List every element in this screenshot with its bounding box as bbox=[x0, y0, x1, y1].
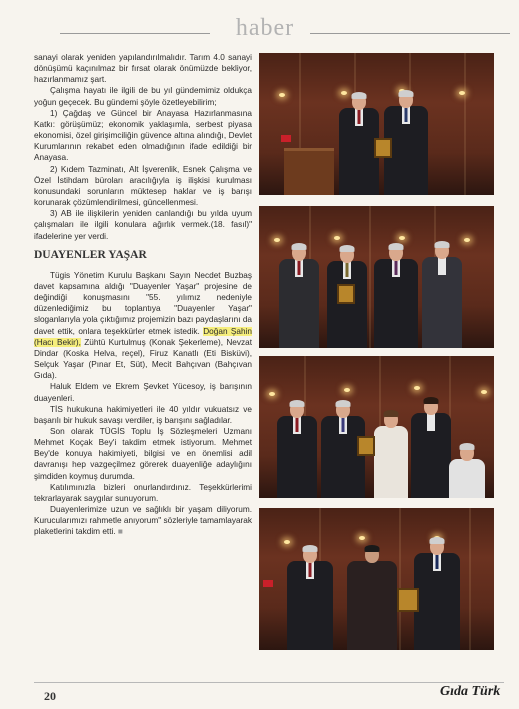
end-mark: ■ bbox=[117, 527, 123, 537]
footer-rule bbox=[34, 682, 504, 683]
photo-plaque-presentation-1 bbox=[259, 53, 494, 195]
paragraph: Son olarak TÜGİS Toplu İş Sözleşmeleri Uzmanı Mehmet Koçak Bey'i takdim etmek istiyorum. Mehmet Bey'de konuya hakimiyeti, bilgisi ve en önemlisi adil davranışı hep vazgeçilmez görerek duayenliğe adaylığını şimdiden koymuş durumda. bbox=[34, 427, 252, 481]
flag bbox=[281, 135, 291, 142]
photo-group-award-with-woman bbox=[259, 356, 494, 498]
paragraph-text: Duayenlerimize uzun ve sağlıklı bir yaşam diliyorum. Kurucularımızı rahmetle anıyorum" sözleriyle tamamlayarak plaketlerini takdim etti. bbox=[34, 505, 252, 537]
paragraph: sanayi olarak yeniden yapılandırılmalıdır. Tarım 4.0 sanayi dönüşümü kaçınılmaz bir fırsat olarak önümüzde bekliyor, hazırlanmamız şart. bbox=[34, 53, 252, 85]
photo-group-four-men bbox=[259, 206, 494, 348]
paragraph: Haluk Eldem ve Ekrem Şevket Yücesoy, iş barışının duayenleri. bbox=[34, 382, 252, 403]
podium bbox=[284, 148, 334, 195]
subheading: DUAYENLER YAŞAR bbox=[34, 248, 147, 261]
article-text-column bbox=[34, 52, 252, 538]
paragraph: Katılımınızla bizleri onurlandırdınız. Teşekkürlerimi tekrarlayarak saygılar sunuyorum. bbox=[34, 482, 252, 503]
paragraph: 1) Çağdaş ve Güncel bir Anayasa Hazırlanmasına Katkı: görüşümüz; ekonomik yaklaşımla, serbest piyasa ekonomisi, özel girişimciliğin güvence altına alındığı, Devlet Kurumlarının rekabet eden olmadığının ifade edildiği bir Anayasa. bbox=[34, 108, 252, 163]
paragraph-text: Zühtü Kurtulmuş (Konak Şekerleme), Nevzat Dindar (Koska Helva, reçel), Firuz Kanatlı (Eti Bisküvi), Selçuk Yaşar (Pınar Et, Süt), Mecit Bahçıvan (Bahçıvan Gıda). bbox=[34, 337, 253, 381]
page-number: 20 bbox=[44, 689, 56, 703]
paragraph: 2) Kıdem Tazminatı, Alt İşverenlik, Esnek Çalışma ve Özel İstihdam büroları aracılığıyla iş ilişkisi kurulması konusundaki sorunların müktesep haklar ve iş barışı korunarak çözümlendirilmesi, güncellenmesi. bbox=[34, 164, 252, 208]
paragraph-text: Tügis Yönetim Kurulu Başkanı Sayın Necdet Buzbaş davet kapsamına aldığı "Duayenler Yaşar" projesine de değindiği konuşmasını "55. yılımız nedeniyle düzenlediğimiz bu toplantıya "Duayenler Yaşar" sloganlarıyla yola çıktığımız projemizin bazı paydaşlarını da davet ettik, onlara teşekkürler etmek istedik. bbox=[34, 270, 252, 336]
plaque bbox=[374, 138, 392, 158]
section-title: haber bbox=[235, 15, 295, 41]
paragraph: TİS hukukuna hakimiyetleri ile 40 yıldır vukuatsız ve başarılı bir hukuk savaşı verdiler, iş barışını sağladılar. bbox=[34, 404, 252, 425]
header-rule-right bbox=[310, 33, 510, 34]
paragraph: 3) AB ile ilişkilerin yeniden canlandığı bu yılda uyum çalışmaları ile ilgili konulara ağırlık vermek.(18. fasıl)" ifadelerine yer verdi. bbox=[34, 209, 252, 241]
plaque bbox=[397, 588, 419, 612]
header-rule-left bbox=[60, 33, 210, 34]
plaque bbox=[337, 284, 355, 304]
paragraph: Çalışma hayatı ile ilgili de bu yıl gündemimiz oldukça yoğun geçecek. Bu gündemi şöyle özetleyebilirim; bbox=[34, 86, 252, 107]
photo-plaque-presentation-2 bbox=[259, 508, 494, 650]
highlighted-name: Doğan Şahin (Hacı Bekir), bbox=[34, 326, 252, 347]
magazine-name: Gıda Türk bbox=[440, 684, 501, 699]
plaque bbox=[357, 436, 375, 456]
paragraph bbox=[34, 504, 252, 537]
flag bbox=[263, 580, 273, 587]
paragraph bbox=[34, 270, 252, 382]
